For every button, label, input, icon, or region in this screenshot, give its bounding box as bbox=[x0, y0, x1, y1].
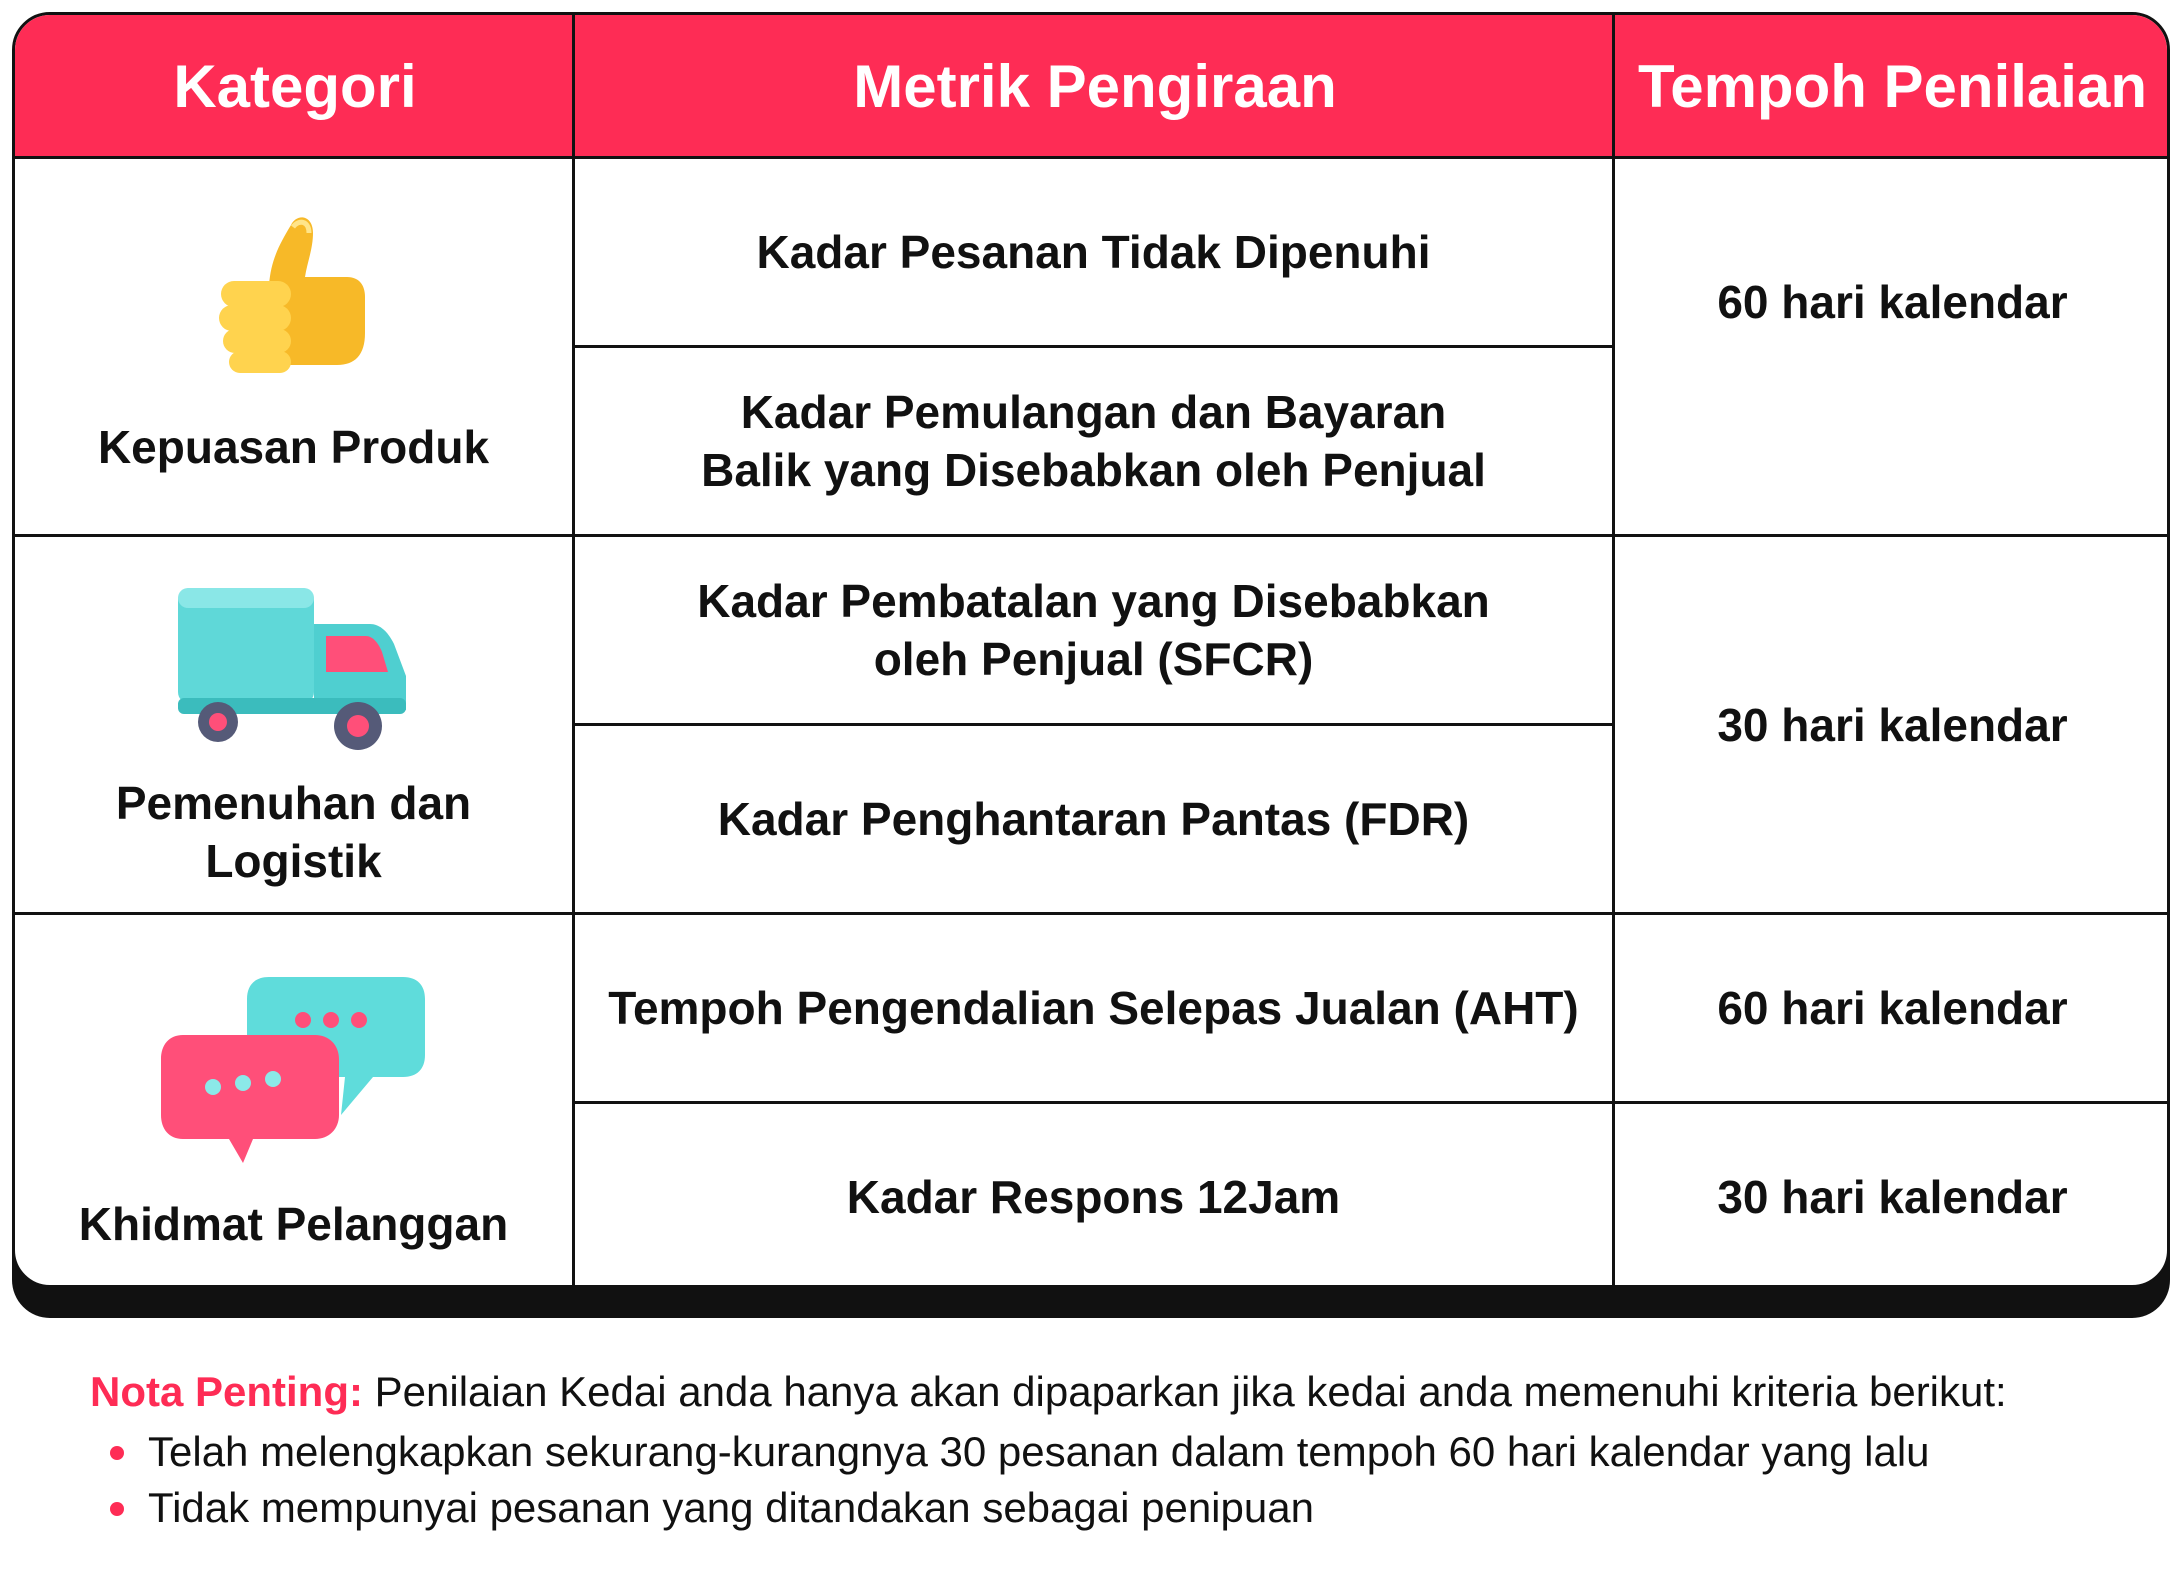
criteria-item: Telah melengkapkan sekurang-kurangnya 30 pesanan dalam tempoh 60 hari kalendar yang lalu bbox=[148, 1424, 2110, 1480]
category-label: Kepuasan Produk bbox=[97, 421, 490, 473]
category-cell bbox=[15, 580, 572, 890]
metric-cell: Tempoh Pengendalian Selepas Jualan (AHT) bbox=[608, 982, 1579, 1034]
category-label: Khidmat Pelanggan bbox=[78, 1198, 509, 1250]
note-text: Penilaian Kedai anda hanya akan dipaparkan jika kedai anda memenuhi kriteria berikut: bbox=[362, 1368, 2007, 1415]
metric-cell: Kadar Pemulangan dan Bayaran Balik yang Disebabkan oleh Penjual bbox=[701, 386, 1486, 496]
metric-cell: Kadar Penghantaran Pantas (FDR) bbox=[717, 793, 1470, 845]
header-period: Tempoh Penilaian bbox=[1615, 15, 2170, 158]
header-metric: Metrik Pengiraan bbox=[575, 15, 1615, 158]
thumbs-up-icon bbox=[209, 205, 379, 380]
note-text-block bbox=[90, 1364, 2110, 1420]
metrics-table bbox=[12, 12, 2170, 1288]
period-cell: 60 hari kalendar bbox=[1717, 982, 2068, 1034]
criteria-item: Tidak mempunyai pesanan yang ditandakan sebagai penipuan bbox=[148, 1480, 2110, 1536]
category-cell bbox=[15, 965, 572, 1253]
category-cell bbox=[15, 205, 572, 476]
important-note bbox=[90, 1364, 2110, 1536]
period-cell: 30 hari kalendar bbox=[1717, 698, 2068, 751]
criteria-list bbox=[90, 1424, 2110, 1536]
chat-bubbles-icon bbox=[159, 965, 429, 1165]
metric-cell: Kadar Pembatalan yang Disebabkan oleh Penjual (SFCR) bbox=[697, 575, 1490, 685]
period-cell: 60 hari kalendar bbox=[1717, 275, 2068, 328]
category-label: Pemenuhan dan Logistik bbox=[115, 777, 472, 887]
metric-cell: Kadar Pesanan Tidak Dipenuhi bbox=[756, 226, 1431, 278]
period-cell: 30 hari kalendar bbox=[1717, 1171, 2068, 1223]
delivery-truck-icon bbox=[174, 580, 414, 760]
metric-cell: Kadar Respons 12Jam bbox=[846, 1171, 1341, 1223]
header-category: Kategori bbox=[15, 15, 575, 158]
note-label: Nota Penting: bbox=[90, 1368, 363, 1415]
